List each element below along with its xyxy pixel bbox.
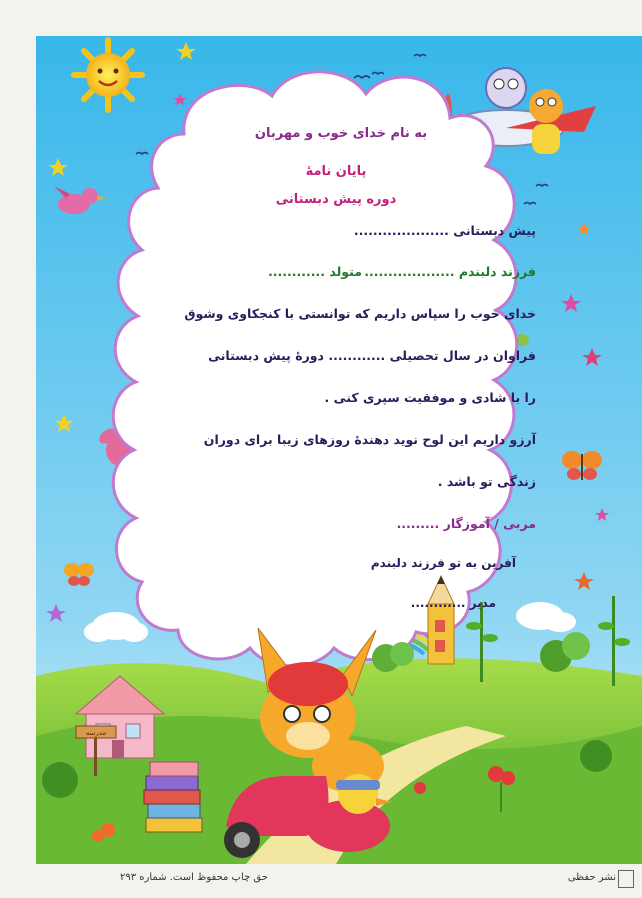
header-text: به نام خدای خوب و مهربان	[254, 126, 428, 141]
text-line-2: فراوان در سال تحصیلی ............ دورۀ پیش دبستانی	[208, 348, 536, 363]
sun-icon	[74, 40, 142, 110]
manager-line: مدیر ............	[410, 596, 496, 610]
certificate	[36, 36, 642, 864]
teacher-line: مربی / آموزگار .........	[396, 516, 536, 531]
butterfly-icon	[562, 451, 602, 480]
child-name-line: فرزند دلبندم ...................	[364, 264, 536, 279]
text-line-4: آرزو داریم این لوح نوید دهندۀ روزهای زیبا برای دوران	[203, 432, 536, 447]
birth-line: متولد ............	[268, 264, 362, 279]
subtitle-text: دوره پیش دبستانی	[275, 192, 397, 207]
text-line-1: خدای خوب را سپاس داریم که توانستی با کنجکاوی وشوق	[184, 306, 536, 321]
footer	[0, 864, 642, 898]
publisher-text: نشر حفظی	[567, 872, 616, 883]
bravo-line: آفرین به تو فرزند دلبندم	[370, 556, 516, 570]
text-line-5: زندگی تو باشد .	[437, 474, 536, 489]
thought-cloud	[113, 72, 517, 666]
publisher-logo-icon	[618, 870, 634, 888]
copyright-text: حق چاپ محفوظ است. شماره ۲۹۳	[120, 872, 268, 883]
books-illustration	[144, 762, 202, 832]
background-scene	[36, 36, 642, 864]
preschool-line: پیش دبستانی ....................	[353, 223, 536, 238]
title-text: پایان نامۀ	[305, 164, 367, 179]
text-line-3: را با شادی و موفقیت سپری کنی .	[324, 390, 536, 405]
school-sign-label: مدرسه	[85, 729, 107, 737]
